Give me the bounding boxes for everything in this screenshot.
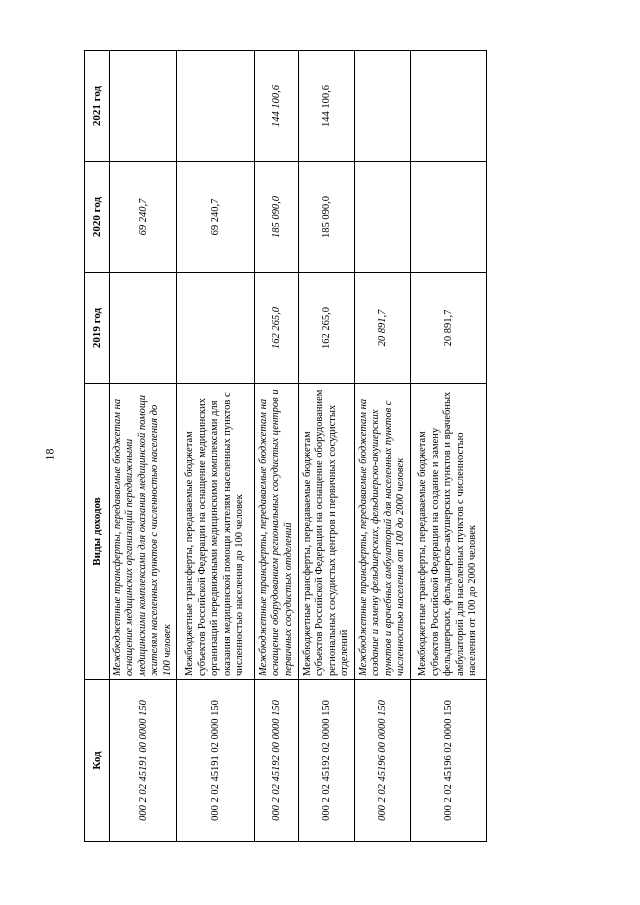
row-2021: 144 100,6 [299,51,355,162]
table-row [255,51,299,842]
row-name: Межбюджетные трансферты, передаваемые бюджетам на создание и замену фельдшерских, фельдшерско-акушерских пунктов и врачебных амбулаторий для населенных пунктов с численностью населения от 100 до 2000 человек [355,384,411,680]
header-2021: 2021 год [85,51,110,162]
row-code: 000 2 02 45191 00 0000 150 [110,680,177,842]
row-2021 [110,51,177,162]
row-2019 [110,273,177,384]
row-name: Межбюджетные трансферты, передаваемые бюджетам на оснащение медицинских организаций передвижными медицинскими комплексами для оказания медицинской помощи жителям населенных пунктов с численностью населения до 100 человек [110,384,177,680]
table-row [355,51,411,842]
row-name: Межбюджетные трансферты, передаваемые бюджетам субъектов Российской Федерации на оснащение оборудованием региональных сосудистых центров и первичных сосудистых отделений [299,384,355,680]
row-2021 [355,51,411,162]
row-code: 000 2 02 45191 02 0000 150 [177,680,255,842]
row-2020 [355,162,411,273]
row-code: 000 2 02 45196 02 0000 150 [411,680,487,842]
row-code: 000 2 02 45192 02 0000 150 [299,680,355,842]
table-row [411,51,487,842]
row-name: Межбюджетные трансферты, передаваемые бюджетам на оснащение оборудованием региональных сосудистых центров и первичных сосудистых отделений [255,384,299,680]
rotated-table-container [84,52,484,842]
revenue-table [84,50,487,842]
row-name: Межбюджетные трансферты, передаваемые бюджетам субъектов Российской Федерации на создание и замену фельдшерских, фельдшерско-акушерских пунктов и врачебных амбулаторий для населенных пунктов с численностью населения от 100 до 2000 человек [411,384,487,680]
row-2020 [411,162,487,273]
table-row [110,51,177,842]
table-row [177,51,255,842]
row-2021 [177,51,255,162]
table-row [299,51,355,842]
header-2020: 2020 год [85,162,110,273]
page-number: 18 [42,448,57,461]
row-2019: 20 891,7 [355,273,411,384]
row-2019: 20 891,7 [411,273,487,384]
row-2020: 69 240,7 [110,162,177,273]
row-2020: 69 240,7 [177,162,255,273]
row-2021 [411,51,487,162]
row-2019 [177,273,255,384]
row-code: 000 2 02 45196 00 0000 150 [355,680,411,842]
header-revenue-type: Виды доходов [85,384,110,680]
table-header-row [85,51,110,842]
header-2019: 2019 год [85,273,110,384]
row-2019: 162 265,0 [299,273,355,384]
row-2019: 162 265,0 [255,273,299,384]
row-code: 000 2 02 45192 00 0000 150 [255,680,299,842]
row-2020: 185 090,0 [299,162,355,273]
header-code: Код [85,680,110,842]
row-2020: 185 090,0 [255,162,299,273]
row-name: Межбюджетные трансферты, передаваемые бюджетам субъектов Российской Федерации на оснащение медицинских организаций передвижными медицинскими комплексами для оказания медицинской помощи жителям населенных пунктов с численностью населения до 100 человек [177,384,255,680]
row-2021: 144 100,6 [255,51,299,162]
